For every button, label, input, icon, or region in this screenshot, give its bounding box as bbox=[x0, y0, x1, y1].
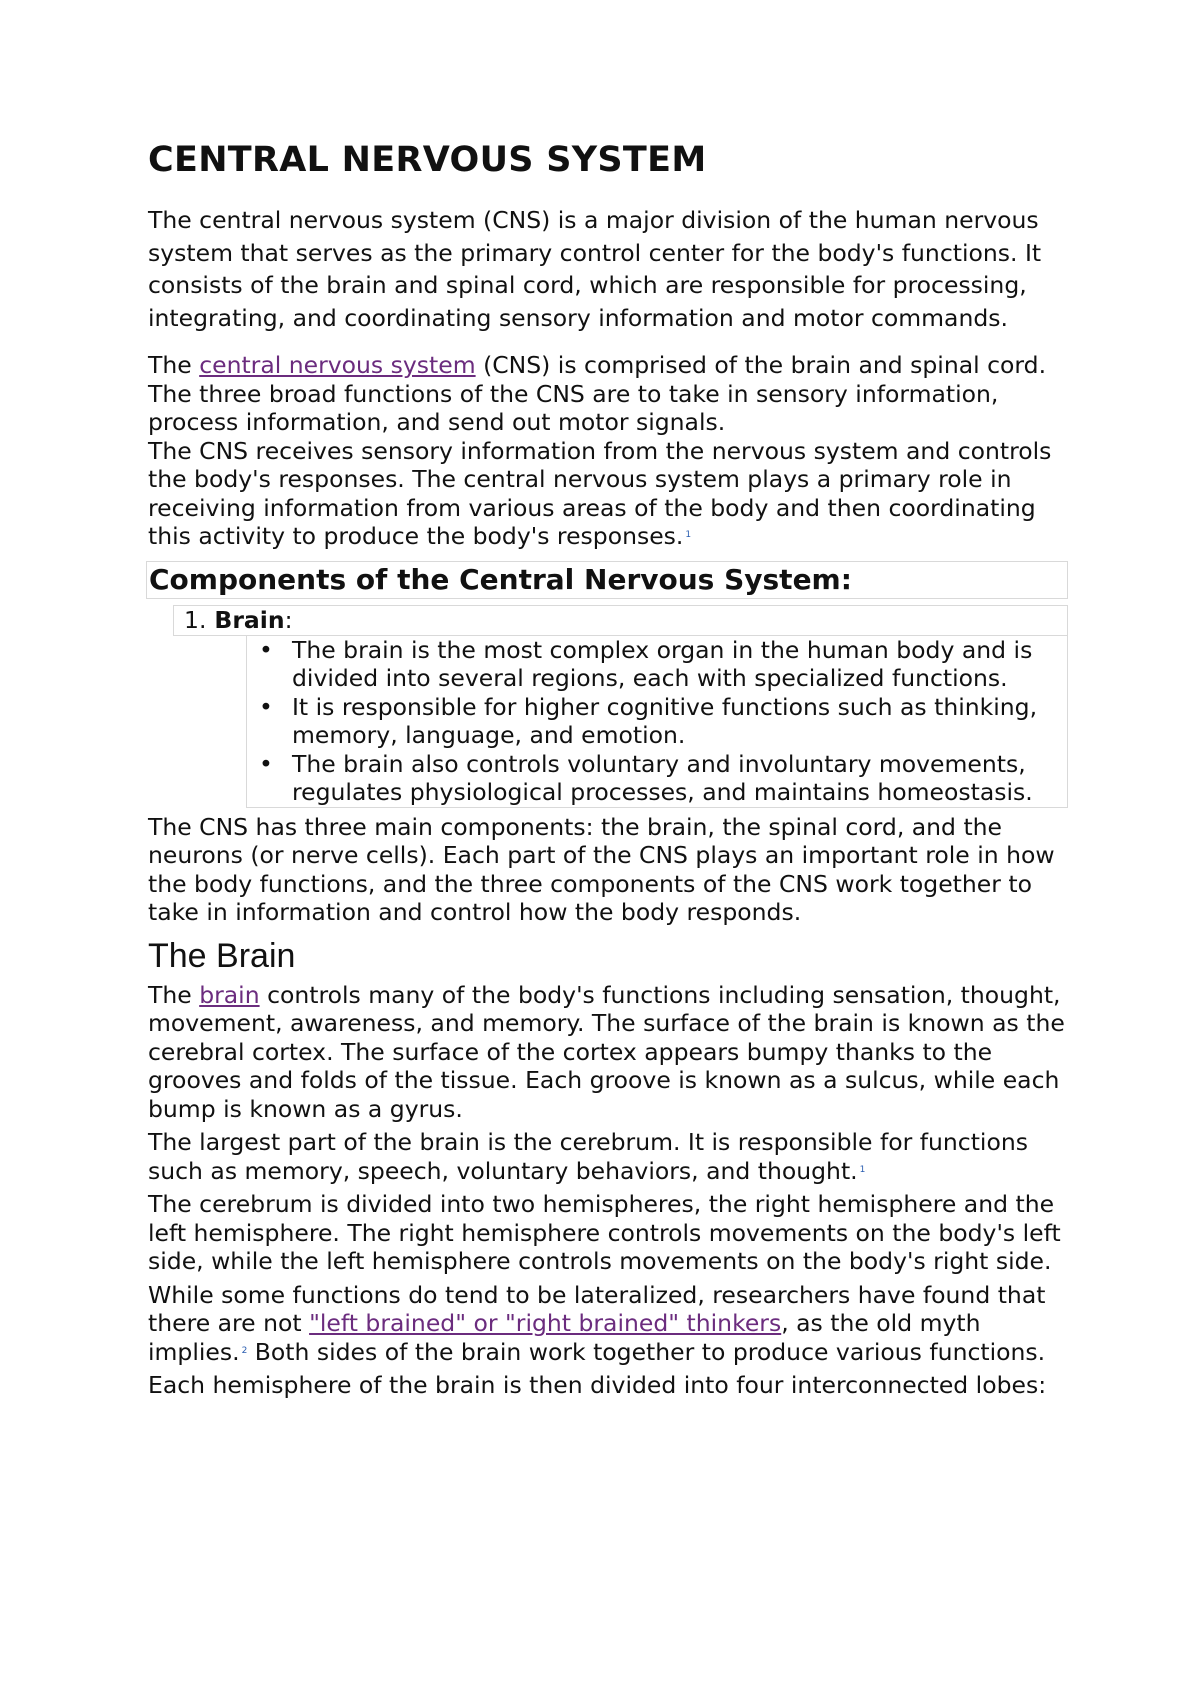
ordered-list-item-brain bbox=[173, 605, 1068, 636]
section-heading-the-brain: The Brain bbox=[148, 936, 296, 975]
paragraph-text: controls many of the body's functions including sensation, thought, movement, awareness, and memory. The surface of the brain is known as the cerebral cortex. The surface of the cortex appears bumpy thanks to the grooves and folds of the tissue. Each groove is known as a sulcus, while each bump is known as a gyrus. bbox=[148, 980, 1065, 1123]
paragraph-text: , as the old myth implies. bbox=[148, 1309, 981, 1366]
components-heading: Components of the Central Nervous System: bbox=[146, 561, 1068, 599]
cerebrum-paragraph bbox=[148, 1128, 1068, 1185]
left-right-brained-link[interactable]: "left brained" or "right brained" thinkers bbox=[309, 1309, 782, 1337]
footnote-marker[interactable]: 1 bbox=[859, 1164, 866, 1175]
paragraph-text: (CNS) is comprised of the brain and spinal cord. The three broad functions of the CNS are to take in sensory information, process information, and send out motor signals. bbox=[148, 351, 1047, 436]
paragraph-text: While some functions do tend to be lateralized, researchers have found that there are not bbox=[148, 1280, 1046, 1337]
brain-bullet-list bbox=[246, 636, 1068, 808]
central-nervous-system-link[interactable]: central nervous system bbox=[199, 351, 476, 379]
list-item bbox=[247, 636, 1067, 693]
paragraph-text: The CNS receives sensory information from the nervous system and controls the body's responses. The central nervous system plays a primary role in receiving information from various areas of the body and then coordinating this activity to produce the body's responses. bbox=[148, 436, 1052, 550]
brain-controls-paragraph bbox=[148, 981, 1068, 1124]
list-item bbox=[247, 750, 1067, 807]
list-item-text: The brain is the most complex organ in the human body and is divided into several regions, each with specialized functions. bbox=[292, 635, 1033, 692]
bullet-icon: • bbox=[259, 635, 273, 664]
paragraph-text: The bbox=[148, 351, 200, 379]
list-number: 1. bbox=[184, 605, 207, 634]
document-title: CENTRAL NERVOUS SYSTEM bbox=[148, 140, 707, 180]
list-item bbox=[247, 693, 1067, 750]
bullet-icon: • bbox=[259, 692, 273, 721]
intro-paragraph: The central nervous system (CNS) is a major division of the human nervous system that serves as the primary control center for the body's functions. It consists of the brain and spinal cord, which are responsible for processing, integrating, and coordinating sensory information and motor commands. bbox=[148, 206, 1042, 332]
cns-components-paragraph: The CNS has three main components: the brain, the spinal cord, and the neurons (or nerve cells). Each part of the CNS plays an important role in how the body functions, and the three components of the CNS work together to take in information and control how the body responds. bbox=[148, 812, 1055, 926]
lobes-paragraph: Each hemisphere of the brain is then divided into four interconnected lobes: bbox=[148, 1371, 1047, 1399]
hemispheres-paragraph: The cerebrum is divided into two hemispheres, the right hemisphere and the left hemisphere. The right hemisphere controls movements on the body's left side, while the left hemisphere controls movements on the body's right side. bbox=[148, 1190, 1061, 1275]
cns-receives-paragraph bbox=[148, 437, 1068, 551]
footnote-marker[interactable]: 1 bbox=[685, 530, 692, 540]
cns-definition-paragraph bbox=[148, 351, 1068, 437]
brain-link[interactable]: brain bbox=[199, 980, 260, 1009]
document-page bbox=[148, 138, 1068, 1400]
list-item-text: It is responsible for higher cognitive functions such as thinking, memory, language, and emotion. bbox=[292, 692, 1038, 749]
list-item-suffix: : bbox=[284, 605, 293, 634]
bullet-icon: • bbox=[259, 749, 273, 778]
list-item-text: The brain also controls voluntary and involuntary movements, regulates physiological processes, and maintains homeostasis. bbox=[292, 749, 1033, 806]
footnote-marker[interactable]: 2 bbox=[241, 1345, 248, 1356]
lateralization-paragraph bbox=[148, 1281, 1068, 1367]
list-item-label: Brain bbox=[214, 605, 285, 634]
paragraph-text: The bbox=[148, 980, 200, 1009]
paragraph-text: The largest part of the brain is the cerebrum. It is responsible for functions such as memory, speech, voluntary behaviors, and thought. bbox=[148, 1128, 1028, 1185]
paragraph-text: Both sides of the brain work together to produce various functions. bbox=[247, 1337, 1046, 1366]
